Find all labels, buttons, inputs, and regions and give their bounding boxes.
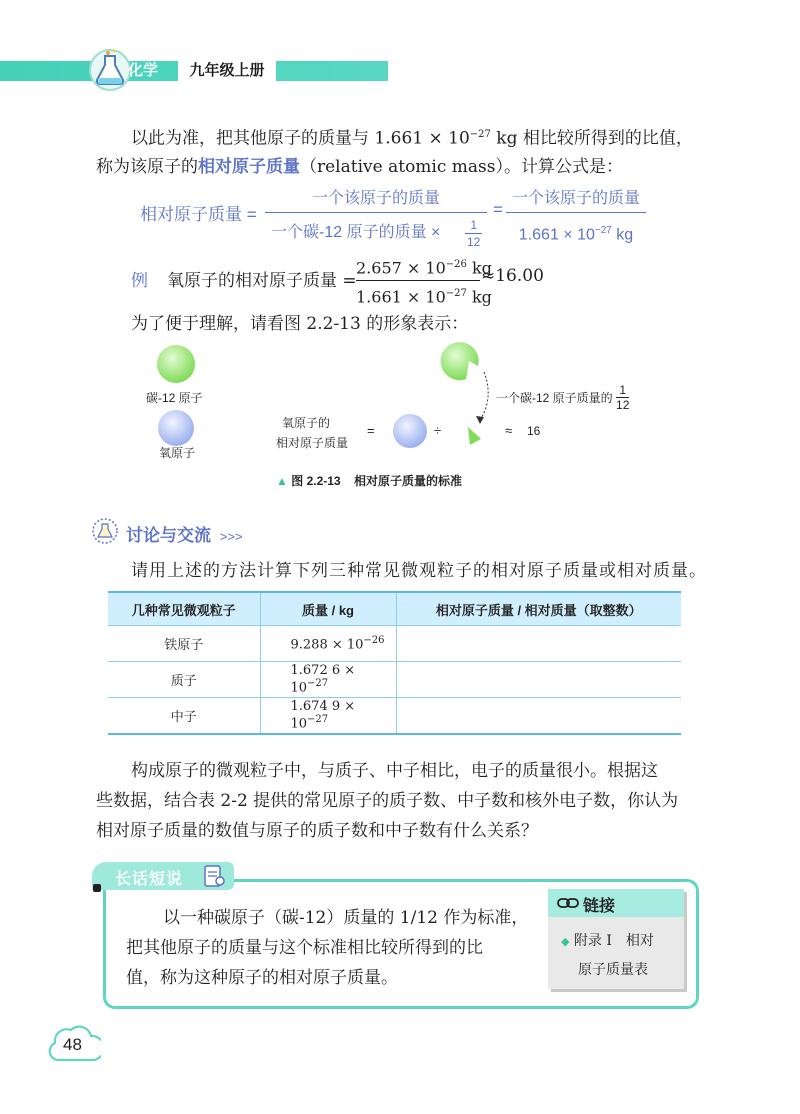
- cell-value: [396, 698, 681, 735]
- intro-line-2: [96, 153, 623, 181]
- th-mass: 质量 / kg: [260, 592, 396, 626]
- slice-label-text: 一个碳-12 原子质量的: [496, 391, 613, 405]
- table-row: [108, 662, 681, 698]
- link-item-line-2[interactable]: 原子质量表: [578, 962, 648, 978]
- slice-label: [496, 383, 629, 412]
- table-row: [108, 626, 681, 662]
- ex-den-b: kg: [466, 287, 492, 307]
- mass-a: 9.288 × 10: [290, 637, 364, 653]
- den2-b: kg: [611, 226, 634, 244]
- example-text: 氧原子的相对原子质量 =: [167, 271, 357, 291]
- eq-label-1: 氧原子的: [282, 416, 331, 430]
- cell-name: 质子: [108, 662, 260, 698]
- paragraph-line-3: 相对原子质量的数值与原子的质子数和中子数有什么关系？: [96, 821, 538, 841]
- oxygen-atom-equation: [393, 414, 427, 448]
- summary-tab-dot: [93, 884, 101, 892]
- see-figure-text: 为了便于理解，请看图 2.2-13 的形象表示：: [131, 314, 469, 334]
- cell-mass: [260, 626, 396, 662]
- mass-a: 1.672 6 × 10: [290, 663, 356, 696]
- formula-den-1-text: 一个碳-12 原子的质量 ×: [271, 224, 441, 241]
- link-title[interactable]: 链接: [583, 898, 616, 915]
- caption-text: 相对原子质量的标准: [353, 474, 462, 488]
- formula-den-1: [265, 213, 487, 253]
- header-grade: 九年级上册: [178, 61, 276, 81]
- summary-line-3: 值，称为这种原子的相对原子质量。: [126, 968, 398, 988]
- ex-den-a: 1.661 × 10: [356, 287, 446, 307]
- ex-num-b: kg: [466, 258, 492, 278]
- example-num: [356, 253, 492, 281]
- discussion-icon: [91, 517, 119, 545]
- cell-name: 铁原子: [108, 626, 260, 662]
- den2-a: 1.661 × 10: [518, 226, 595, 244]
- carbon-slice: [468, 427, 481, 445]
- intro-exponent: −27: [469, 129, 491, 140]
- carbon-label: 碳-12 原子: [146, 391, 203, 405]
- intro-text-a: 以此为准，把其他原子的质量与 1.661 × 10: [131, 128, 470, 149]
- oxygen-label: 氧原子: [159, 446, 196, 460]
- eq-label-2: 相对原子质量: [276, 436, 349, 450]
- link-item[interactable]: [561, 930, 654, 950]
- ex-den-exp: −27: [445, 288, 467, 300]
- carbon-atom-cut: [441, 342, 479, 380]
- summary-line-2: 把其他原子的质量与这个标准相比较所得到的比: [126, 938, 483, 958]
- intro-text-c: 称为该原子的: [96, 157, 198, 177]
- key-term: 相对原子质量: [198, 157, 300, 176]
- fig-approx: ≈: [505, 423, 513, 438]
- caption-number: 图 2.2-13: [291, 474, 341, 488]
- paragraph-line-1: 构成原子的微观粒子中，与质子、中子相比，电子的质量很小。根据这: [131, 761, 658, 781]
- formula-num-2: 一个该原子的质量: [506, 186, 646, 213]
- slice-arrow: [480, 372, 488, 420]
- one-twelfth: [465, 217, 482, 250]
- formula-fraction-1: [265, 186, 487, 253]
- th-particle: 几种常见微观粒子: [108, 592, 260, 626]
- page-number: 48: [63, 1035, 82, 1054]
- header-subject: 化学: [128, 62, 159, 79]
- table-row: [108, 698, 681, 735]
- fig-divide: ÷: [434, 423, 442, 438]
- intro-text-d: （relative atomic mass）。计算公式是：: [300, 157, 623, 177]
- discussion-title-text: 讨论与交流: [126, 526, 211, 545]
- cell-name: 中子: [108, 698, 260, 735]
- summary-title: 长话短说: [115, 871, 184, 888]
- mass-a: 1.674 9 × 10: [290, 699, 356, 732]
- den2-exp: −27: [594, 225, 612, 236]
- discussion-arrows: >>>: [219, 529, 243, 544]
- oxygen-atom: [158, 410, 194, 446]
- fig-result: 16: [527, 424, 541, 438]
- diamond-icon: ◆: [561, 935, 570, 948]
- link-item-text-a: 附录 I 相对: [573, 933, 654, 949]
- example-label: 例: [131, 271, 148, 290]
- example-fraction: [356, 253, 492, 311]
- example-result: ≈16.00: [481, 266, 544, 286]
- paragraph-line-2: 些数据，结合表 2-2 提供的常见原子的质子数、中子数和核外电子数，你认为: [96, 791, 679, 811]
- ex-num-a: 2.657 × 10: [356, 258, 446, 278]
- summary-line-1: 以一种碳原子（碳-12）质量的 1/12 作为标准，: [163, 908, 529, 928]
- th-relative: 相对原子质量 / 相对质量（取整数）: [396, 592, 681, 626]
- slice-num: 1: [616, 383, 629, 398]
- mass-exp: −26: [363, 634, 385, 646]
- frac-num: 1: [465, 217, 482, 234]
- formula-fraction-2: [506, 186, 646, 253]
- carbon-atom: [157, 345, 195, 383]
- table-header-row: [108, 592, 681, 626]
- flask-icon: [88, 48, 132, 92]
- frac-den: 12: [467, 235, 481, 249]
- mass-exp: −27: [307, 714, 329, 726]
- ex-num-exp: −26: [445, 259, 467, 270]
- formula-lhs: 相对原子质量 =: [140, 205, 257, 224]
- cell-value: [396, 626, 681, 662]
- figure-caption: [276, 472, 462, 489]
- example-den: [356, 281, 492, 310]
- formula-den-2: [506, 213, 646, 253]
- cell-mass: [260, 698, 396, 735]
- formula-num-1: 一个该原子的质量: [265, 186, 487, 213]
- summary-icon: [201, 863, 227, 889]
- slice-den: 12: [616, 398, 630, 412]
- intro-text-b: kg 相比较所得到的比值，: [490, 128, 693, 149]
- cell-mass: [260, 662, 396, 698]
- caption-arrow-icon: ▲: [276, 474, 288, 488]
- discussion-title: [126, 521, 243, 546]
- cell-value: [396, 662, 681, 698]
- chain-link-icon: [557, 895, 579, 911]
- fig-equals: =: [367, 423, 375, 438]
- particles-table: [108, 591, 681, 735]
- discussion-prompt: 请用上述的方法计算下列三种常见微观粒子的相对原子质量或相对质量。: [131, 561, 707, 581]
- mass-exp: −27: [307, 678, 329, 690]
- formula-eq: =: [493, 200, 503, 219]
- intro-line-1: [131, 121, 693, 153]
